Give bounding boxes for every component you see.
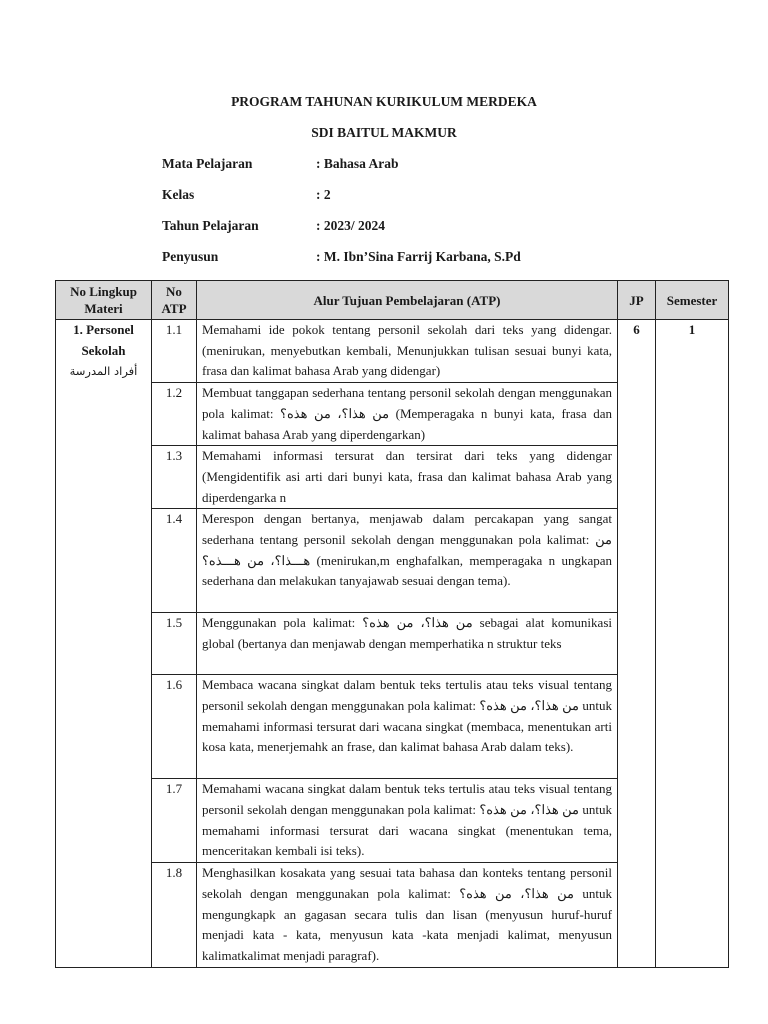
lingkup-label: 1. Personel Sekolah xyxy=(73,322,134,358)
atp-number: 1.1 xyxy=(152,320,197,383)
atp-number: 1.3 xyxy=(152,446,197,509)
document-title: PROGRAM TAHUNAN KURIKULUM MERDEKA xyxy=(231,94,537,109)
atp-number: 1.7 xyxy=(152,779,197,863)
table-row xyxy=(56,320,729,383)
header-semester: Semester xyxy=(656,281,729,320)
atp-number: 1.8 xyxy=(152,863,197,968)
meta-value: : 2023/ 2024 xyxy=(316,218,385,233)
header-alur: Alur Tujuan Pembelajaran (ATP) xyxy=(197,281,618,320)
header-lingkup: No Lingkup Materi xyxy=(56,281,152,320)
meta-value: : M. Ibn’Sina Farrij Karbana, S.Pd xyxy=(316,249,521,264)
atp-description: Memahami wacana singkat dalam bentuk teks tertulis atau teks visual tentang personil sekolah dengan menggunakan pola kalimat: من هذا؟، من هذه؟ untuk memahami informasi tersurat dari wacana singkat (menentukan tema, menceritakan kembali isi teks). xyxy=(197,779,618,863)
atp-number: 1.2 xyxy=(152,383,197,446)
atp-description: Merespon dengan bertanya, menjawab dalam percakapan yang sangat sederhana tentang personil sekolah dengan menggunakan pola kalimat: من هـــذا؟، من هـــذه؟ (menirukan,m enghafalkan, memperagaka n ungkapan sederhana dan melakukan tanyajawab sesuai dengan tema). xyxy=(197,509,618,613)
atp-number: 1.4 xyxy=(152,509,197,613)
header-jp: JP xyxy=(618,281,656,320)
meta-label: Tahun Pelajaran xyxy=(162,218,259,233)
school-name: SDI BAITUL MAKMUR xyxy=(311,125,457,140)
atp-description: Menghasilkan kosakata yang sesuai tata bahasa dan konteks tentang personil sekolah dengan menggunakan pola kalimat: من هذا؟، من هذه؟ untuk mengungkapk an gagasan secara tulis dan lisan (menyusun huruf-huruf menjadi kata - kata, menyusun kata -kata menjadi kalimat, menyusun kalimatkalimat menjadi paragraf). xyxy=(197,863,618,968)
meta-row-class xyxy=(162,187,331,203)
atp-description: Menggunakan pola kalimat: من هذا؟، من هذه؟ sebagai alat komunikasi global (bertanya dan menjawab dengan memperhatika n struktur teks xyxy=(197,613,618,675)
meta-row-author xyxy=(162,249,521,265)
atp-description: Membuat tanggapan sederhana tentang personil sekolah dengan menggunakan pola kalimat: من هذا؟، من هذه؟ (Memperagaka n bunyi kata, frasa dan kalimat bahasa Arab yang diperdengarkan) xyxy=(197,383,618,446)
atp-description: Memahami informasi tersurat dan tersirat dari teks yang didengar (Mengidentifik asi arti dari bunyi kata, frasa dan kalimat bahasa Arab yang diperdengarka n xyxy=(197,446,618,509)
meta-value: : Bahasa Arab xyxy=(316,156,399,171)
lingkup-cell xyxy=(56,320,152,968)
semester-cell: 1 xyxy=(656,320,729,968)
jp-cell: 6 xyxy=(618,320,656,968)
table-header-row xyxy=(56,281,729,320)
header-no-atp: No ATP xyxy=(152,281,197,320)
lingkup-arabic: أفراد المدرسة xyxy=(69,364,138,379)
meta-row-subject xyxy=(162,156,399,172)
atp-table xyxy=(55,280,729,968)
atp-number: 1.5 xyxy=(152,613,197,675)
atp-number: 1.6 xyxy=(152,675,197,779)
meta-label: Penyusun xyxy=(162,249,219,264)
meta-label: Mata Pelajaran xyxy=(162,156,253,171)
meta-value: : 2 xyxy=(316,187,331,202)
meta-row-year xyxy=(162,218,385,234)
atp-description: Memahami ide pokok tentang personil sekolah dari teks yang didengar. (menirukan, menyebutkan kembali, Menunjukkan tulisan sesuai bunyi kata, frasa dan kalimat bahasa Arab yang didengar) xyxy=(197,320,618,383)
atp-description: Membaca wacana singkat dalam bentuk teks tertulis atau teks visual tentang personil sekolah dengan menggunakan pola kalimat: من هذا؟، من هذه؟ untuk memahami informasi tersurat dari wacana singkat (membaca, menentukan arti kosa kata, menerjemahk an frase, dan kalimat bahasa Arab dalam teks). xyxy=(197,675,618,779)
meta-label: Kelas xyxy=(162,187,195,202)
